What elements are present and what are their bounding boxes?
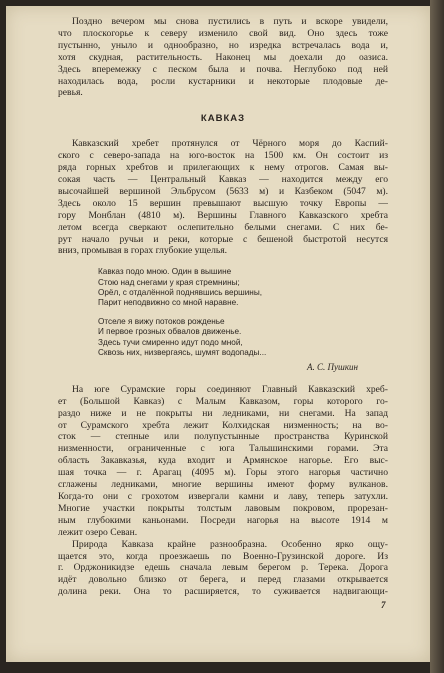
text-line: идёт довольно близко от берега, и перед глазами открывается — [58, 574, 388, 586]
text-line: хотя скудная, растительность. Наконец мы доехали до оазиса. — [58, 51, 388, 63]
text-line: что плоскогорье к северу изменило свой вид. Оно здесь тоже — [58, 27, 388, 39]
text-line: Когда-то они с грохотом извергали камни и лаву, теперь затухли. — [58, 491, 388, 502]
text-line: высочайшей вершиной Эльбрусом (5633 м) и Казбеком (5047 м). — [58, 185, 388, 197]
text-line: Здесь около 15 вершин превышают высшую точку Европы — — [58, 197, 388, 209]
section-heading: КАВКАЗ — [200, 113, 246, 125]
poem-line: Отселе я вижу потоков рожденье — [98, 317, 225, 327]
text-line: от Сурамского хребта лежит Колхидская низменность; на во- — [58, 419, 388, 431]
poem-line: И первое грозных обвалов движенье. — [98, 327, 242, 337]
text-line: На юге Сурамские горы соединяют Главный Кавказский хреб- — [72, 383, 388, 395]
text-line: Природа Кавказа крайне разнообразна. Особенно ярко ощу- — [72, 538, 388, 550]
text-line: сглажены ледниками, многие вершины имеют форму вулканов. — [58, 479, 388, 491]
book-spine — [430, 0, 444, 673]
text-line: ского с северо-запада на юго-восток на 1500 км. Он состоит из — [58, 150, 388, 162]
page-number: 7 — [381, 600, 386, 610]
text-line: ным глубокими каньонами. Посреди нагорья на высоте 1914 м — [58, 514, 388, 526]
page-content — [58, 16, 388, 598]
text-line: г. Орджоникидзе едешь сначала левым берегом р. Терека. Дорога — [58, 562, 388, 574]
text-line: шая точка — г. Арагац (4095 м). Горы этого нагорья частично — [58, 467, 388, 479]
text-line: ряда горных хребтов и прилегающих к нему отрогов. Самая вы- — [58, 162, 388, 174]
text-line: низменности, ограниченные с юга Талышинскими горами. Эта — [58, 443, 388, 455]
text-line: раздо ниже и не покрыты ни ледниками, ни снегами. На запад — [58, 407, 388, 419]
text-line: область Закавказья, куда входит и Армянское нагорье. Его выс- — [58, 455, 388, 467]
text-line: рут начало ручьи и реки, которые с бешеной быстротой несутся — [58, 233, 388, 245]
intro-paragraph — [58, 16, 388, 99]
paragraph-1 — [58, 138, 388, 257]
text-line: долина реки. Она то расширяется, то суживается надвигающи- — [58, 586, 388, 598]
text-line: щается это, когда проезжаешь по Военно-Грузинской дороге. Из — [58, 550, 388, 562]
poem-line: Сквозь них, низвергаясь, шумят водопады... — [98, 347, 267, 357]
poem-line: Здесь тучи смиренно идут подо мной, — [98, 337, 243, 347]
poem-line: Кавказ подо мною. Один в вышине — [98, 267, 232, 277]
text-line: лежит озеро Севан. — [58, 526, 138, 538]
text-line: сток — степные или полупустынные пространства Куринской — [58, 431, 388, 443]
text-line: летом всегда сверкают ослепительно белыми снегами. С них бе- — [58, 221, 388, 233]
text-line: Здесь вперемежку с песком была и почва. Неглубоко под ней — [58, 63, 388, 75]
text-line: пустынно, уныло и однообразно, но изредка встречалась вода и, — [58, 39, 388, 51]
poem-line: Стою над снегами у края стремнины; — [98, 277, 240, 287]
text-line: Поздно вечером мы снова пустились в путь и вскоре увидели, — [72, 16, 388, 27]
text-line: находилась вода, росли кустарники и некоторые плодовые де- — [58, 75, 388, 87]
paragraph-2 — [58, 384, 388, 539]
stanza-gap — [98, 308, 388, 317]
poem — [98, 267, 388, 358]
poem-line: Орёл, с отдалённой поднявшись вершины, — [98, 287, 262, 297]
poem-author: А. С. Пушкин — [307, 361, 358, 372]
text-line: сокая часть — Центральный Кавказ — находится между его — [58, 173, 388, 185]
book-page — [6, 6, 436, 662]
text-line: Многие участки покрыты толстым лавовым покровом, прорезан- — [58, 502, 388, 514]
text-line: Кавказский хребет протянулся от Чёрного моря до Каспий- — [72, 138, 388, 150]
text-line: ревья. — [58, 87, 83, 99]
paragraph-3 — [58, 539, 388, 599]
text-line: ет (Большой Кавказ) с Малым Кавказом, горы которого го- — [58, 395, 388, 407]
text-line: гору Монблан (4810 м). Вершины Главного Кавказского хребта — [58, 209, 388, 221]
poem-line: Парит неподвижно со мной наравне. — [98, 297, 239, 307]
text-line: вниз, промывая в горах глубокие ущелья. — [58, 245, 228, 257]
